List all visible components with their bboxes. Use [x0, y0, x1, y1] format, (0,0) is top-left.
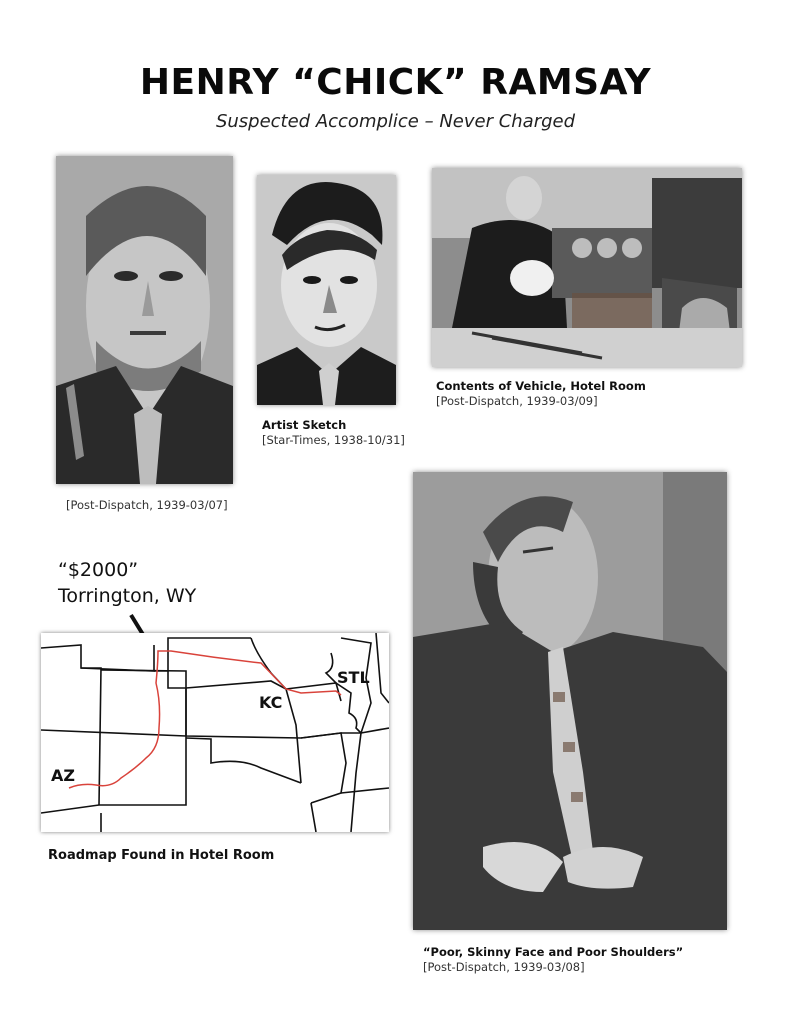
map-annotation-amount: “$2000”	[58, 559, 139, 581]
page-title: HENRY “CHICK” RAMSAY	[139, 62, 652, 103]
artist-sketch-photo	[257, 175, 396, 405]
seated-portrait-caption	[423, 945, 683, 975]
map-label-stl: STL	[337, 668, 370, 687]
artist-sketch-caption	[262, 418, 405, 448]
artist-sketch-title: Artist Sketch	[262, 418, 347, 432]
vehicle-contents-source: [Post-Dispatch, 1939-03/09]	[436, 394, 598, 408]
seated-portrait-source: [Post-Dispatch, 1939-03/08]	[423, 960, 585, 974]
map-annotation-location: Torrington, WY	[58, 585, 197, 607]
seated-portrait-title: “Poor, Skinny Face and Poor Shoulders”	[423, 945, 684, 959]
vehicle-contents-photo	[432, 168, 742, 367]
map-label-az: AZ	[51, 766, 75, 785]
vehicle-contents-caption	[436, 379, 646, 409]
roadmap-caption: Roadmap Found in Hotel Room	[48, 848, 275, 863]
roadmap	[41, 633, 389, 832]
vehicle-contents-title: Contents of Vehicle, Hotel Room	[436, 379, 646, 393]
mugshot-photo	[56, 156, 233, 484]
map-annotation	[58, 557, 196, 609]
artist-sketch-source: [Star-Times, 1938-10/31]	[262, 433, 405, 447]
mugshot-caption	[66, 498, 228, 513]
map-label-kc: KC	[259, 693, 283, 712]
mugshot-source: [Post-Dispatch, 1939-03/07]	[66, 498, 228, 512]
page-subtitle: Suspected Accomplice – Never Charged	[215, 111, 576, 132]
seated-portrait-photo	[413, 472, 727, 930]
